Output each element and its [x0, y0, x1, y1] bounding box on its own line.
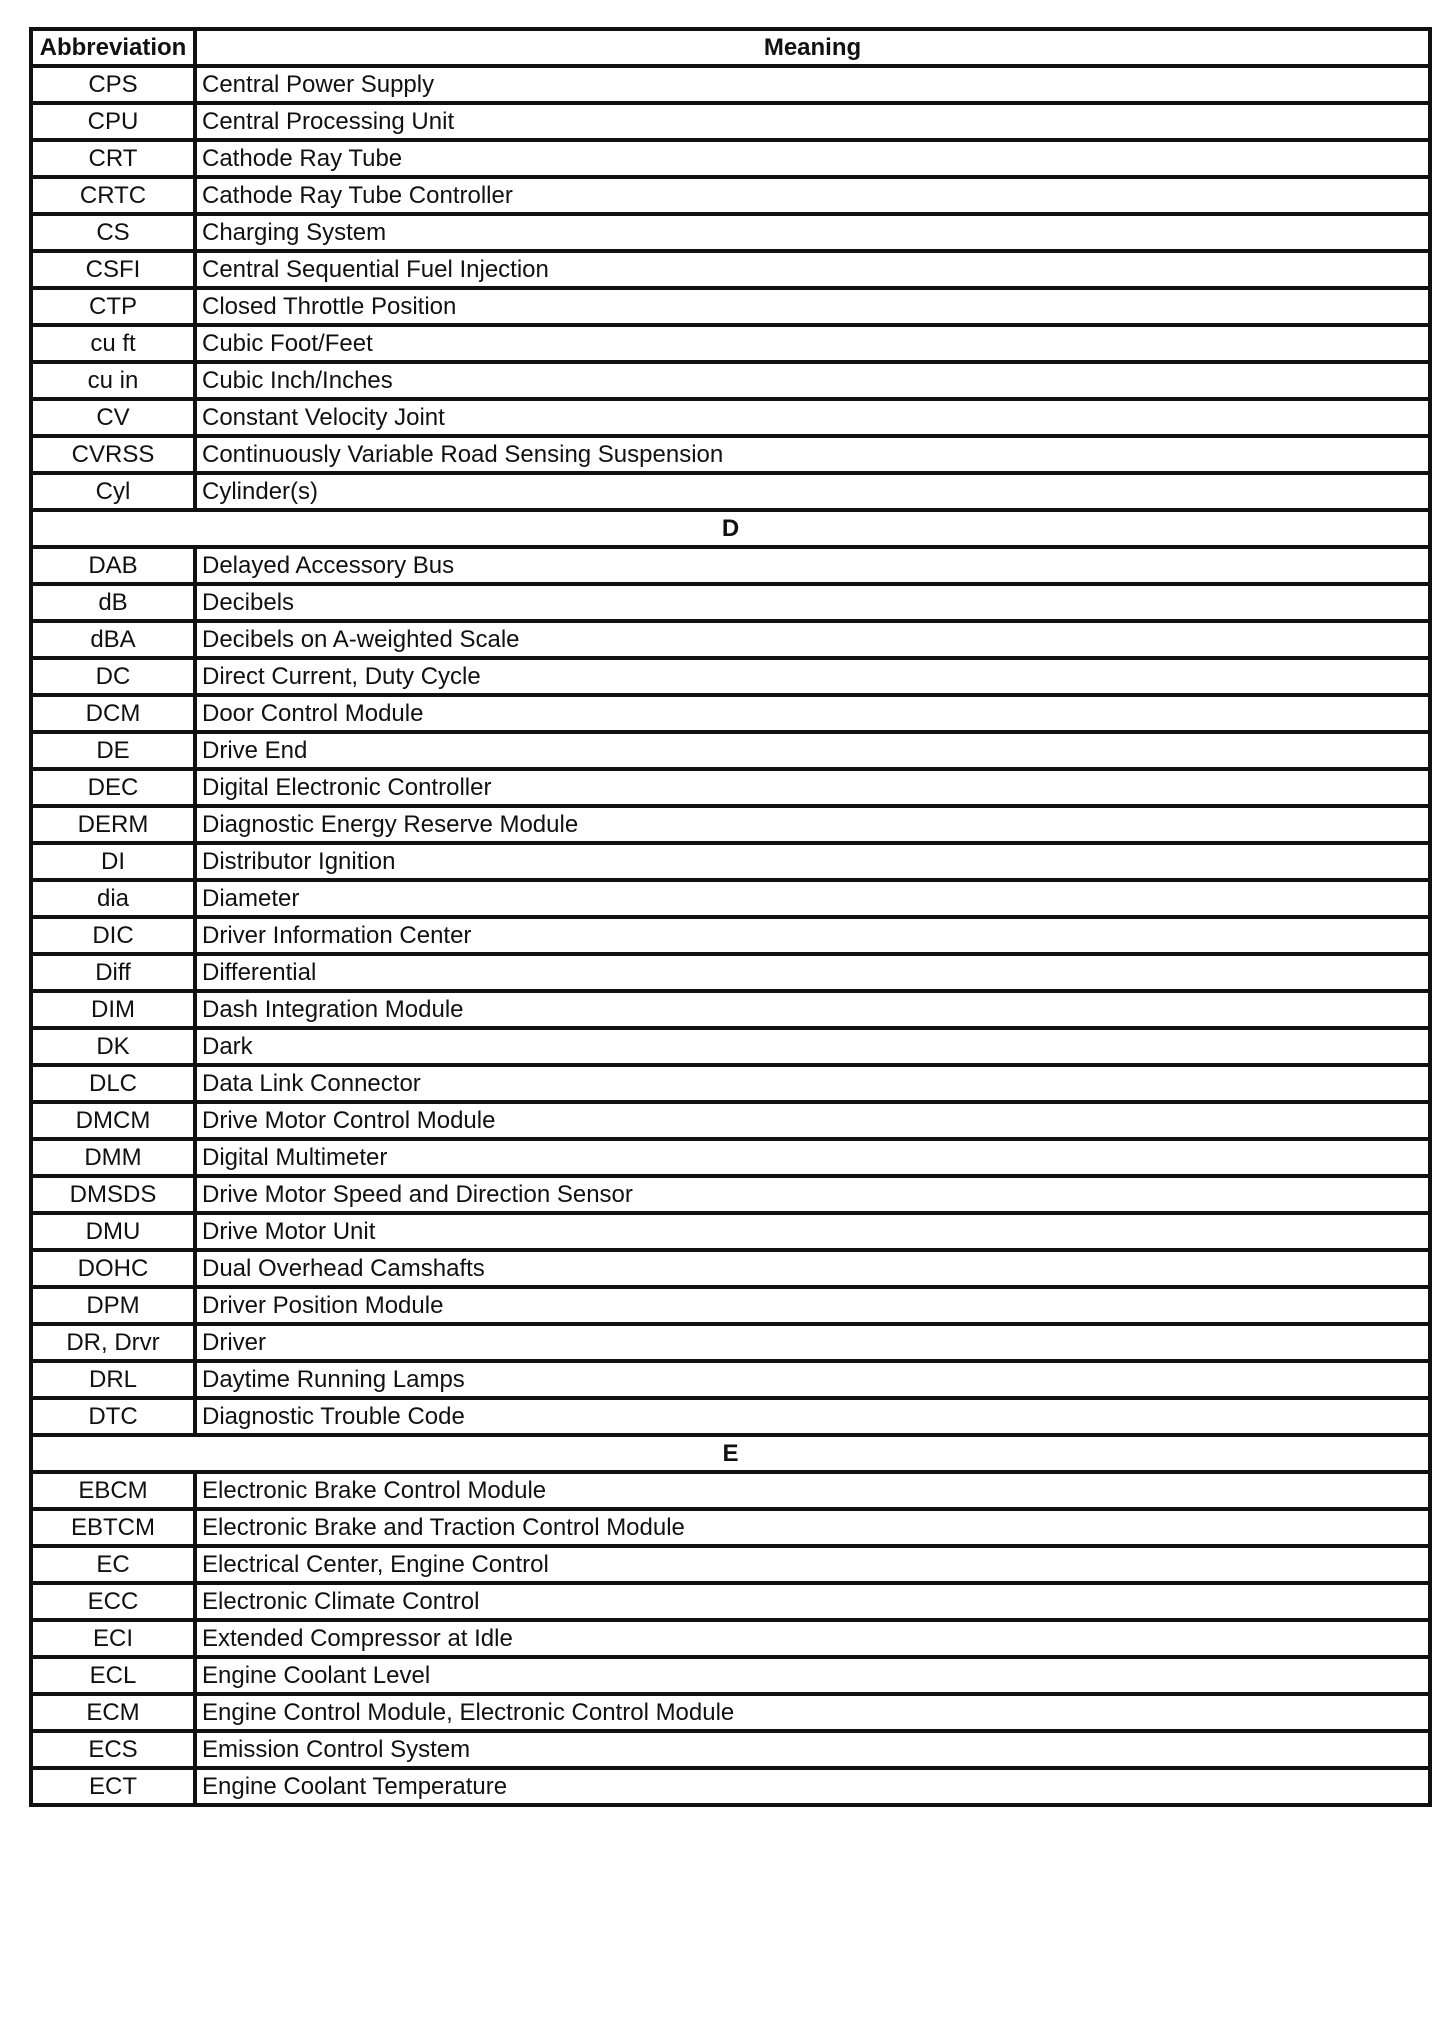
- abbreviation-cell: DIC: [31, 917, 195, 954]
- meaning-cell: Constant Velocity Joint: [195, 399, 1430, 436]
- table-row: [31, 843, 1430, 880]
- abbreviation-cell: CPU: [31, 103, 195, 140]
- table-header-row: [31, 29, 1430, 66]
- meaning-cell: Diagnostic Energy Reserve Module: [195, 806, 1430, 843]
- abbreviation-cell: DC: [31, 658, 195, 695]
- abbreviation-cell: dia: [31, 880, 195, 917]
- table-row: [31, 1176, 1430, 1213]
- meaning-cell: Digital Electronic Controller: [195, 769, 1430, 806]
- abbreviation-cell: dB: [31, 584, 195, 621]
- meaning-cell: Extended Compressor at Idle: [195, 1620, 1430, 1657]
- table-row: [31, 732, 1430, 769]
- abbreviation-cell: ECC: [31, 1583, 195, 1620]
- meaning-cell: Cylinder(s): [195, 473, 1430, 510]
- meaning-cell: Differential: [195, 954, 1430, 991]
- meaning-cell: Central Power Supply: [195, 66, 1430, 103]
- meaning-cell: Central Sequential Fuel Injection: [195, 251, 1430, 288]
- abbreviation-cell: DE: [31, 732, 195, 769]
- abbreviation-cell: ECS: [31, 1731, 195, 1768]
- table-row: [31, 954, 1430, 991]
- abbreviation-cell: Cyl: [31, 473, 195, 510]
- meaning-cell: Charging System: [195, 214, 1430, 251]
- abbreviation-cell: dBA: [31, 621, 195, 658]
- table-row: [31, 658, 1430, 695]
- abbreviation-cell: DTC: [31, 1398, 195, 1435]
- table-row: [31, 1324, 1430, 1361]
- section-row: [31, 1435, 1430, 1472]
- table-row: [31, 1768, 1430, 1805]
- abbreviation-cell: ECT: [31, 1768, 195, 1805]
- table-row: [31, 140, 1430, 177]
- table-row: [31, 1139, 1430, 1176]
- abbreviation-cell: CRTC: [31, 177, 195, 214]
- table-row: [31, 288, 1430, 325]
- abbreviation-cell: DMSDS: [31, 1176, 195, 1213]
- table-row: [31, 362, 1430, 399]
- abbreviation-cell: EBTCM: [31, 1509, 195, 1546]
- table-row: [31, 325, 1430, 362]
- meaning-cell: Data Link Connector: [195, 1065, 1430, 1102]
- abbreviation-cell: DK: [31, 1028, 195, 1065]
- meaning-cell: Door Control Module: [195, 695, 1430, 732]
- abbreviation-cell: CRT: [31, 140, 195, 177]
- meaning-cell: Dash Integration Module: [195, 991, 1430, 1028]
- table-row: [31, 1287, 1430, 1324]
- meaning-cell: Engine Control Module, Electronic Control Module: [195, 1694, 1430, 1731]
- meaning-cell: Drive Motor Unit: [195, 1213, 1430, 1250]
- abbreviation-cell: DOHC: [31, 1250, 195, 1287]
- abbreviation-cell: DR, Drvr: [31, 1324, 195, 1361]
- abbreviation-cell: CPS: [31, 66, 195, 103]
- table-row: [31, 547, 1430, 584]
- abbreviation-cell: ECM: [31, 1694, 195, 1731]
- table-row: [31, 621, 1430, 658]
- meaning-cell: Decibels: [195, 584, 1430, 621]
- meaning-cell: Electronic Brake Control Module: [195, 1472, 1430, 1509]
- table-row: [31, 473, 1430, 510]
- table-row: [31, 1250, 1430, 1287]
- abbreviation-cell: Diff: [31, 954, 195, 991]
- table-row: [31, 214, 1430, 251]
- abbreviation-cell: DIM: [31, 991, 195, 1028]
- meaning-cell: Diagnostic Trouble Code: [195, 1398, 1430, 1435]
- abbreviation-cell: ECI: [31, 1620, 195, 1657]
- meaning-cell: Continuously Variable Road Sensing Suspension: [195, 436, 1430, 473]
- meaning-cell: Drive Motor Control Module: [195, 1102, 1430, 1139]
- meaning-cell: Delayed Accessory Bus: [195, 547, 1430, 584]
- meaning-cell: Drive Motor Speed and Direction Sensor: [195, 1176, 1430, 1213]
- table-row: [31, 1028, 1430, 1065]
- abbreviation-cell: DEC: [31, 769, 195, 806]
- table-row: [31, 880, 1430, 917]
- table-row: [31, 1657, 1430, 1694]
- meaning-cell: Engine Coolant Temperature: [195, 1768, 1430, 1805]
- meaning-cell: Daytime Running Lamps: [195, 1361, 1430, 1398]
- header-abbreviation: Abbreviation: [31, 29, 195, 66]
- meaning-cell: Drive End: [195, 732, 1430, 769]
- abbreviation-cell: cu in: [31, 362, 195, 399]
- table-body: [31, 66, 1430, 1805]
- meaning-cell: Dual Overhead Camshafts: [195, 1250, 1430, 1287]
- meaning-cell: Cubic Foot/Feet: [195, 325, 1430, 362]
- table-row: [31, 1620, 1430, 1657]
- abbreviation-cell: DLC: [31, 1065, 195, 1102]
- table-row: [31, 1546, 1430, 1583]
- meaning-cell: Closed Throttle Position: [195, 288, 1430, 325]
- section-letter: E: [31, 1435, 1430, 1472]
- table-row: [31, 1694, 1430, 1731]
- abbreviation-cell: DRL: [31, 1361, 195, 1398]
- table-row: [31, 1102, 1430, 1139]
- table-row: [31, 436, 1430, 473]
- abbreviation-cell: ECL: [31, 1657, 195, 1694]
- meaning-cell: Driver Position Module: [195, 1287, 1430, 1324]
- abbreviation-cell: cu ft: [31, 325, 195, 362]
- table-row: [31, 1731, 1430, 1768]
- table-row: [31, 1361, 1430, 1398]
- header-meaning: Meaning: [195, 29, 1430, 66]
- abbreviation-cell: CSFI: [31, 251, 195, 288]
- meaning-cell: Cathode Ray Tube Controller: [195, 177, 1430, 214]
- meaning-cell: Emission Control System: [195, 1731, 1430, 1768]
- abbreviation-cell: DCM: [31, 695, 195, 732]
- abbreviation-cell: DMCM: [31, 1102, 195, 1139]
- meaning-cell: Cubic Inch/Inches: [195, 362, 1430, 399]
- meaning-cell: Driver: [195, 1324, 1430, 1361]
- meaning-cell: Electronic Brake and Traction Control Module: [195, 1509, 1430, 1546]
- meaning-cell: Digital Multimeter: [195, 1139, 1430, 1176]
- table-row: [31, 177, 1430, 214]
- table-row: [31, 1065, 1430, 1102]
- meaning-cell: Distributor Ignition: [195, 843, 1430, 880]
- table-row: [31, 695, 1430, 732]
- section-row: [31, 510, 1430, 547]
- table-row: [31, 991, 1430, 1028]
- table-row: [31, 399, 1430, 436]
- section-letter: D: [31, 510, 1430, 547]
- table-row: [31, 103, 1430, 140]
- meaning-cell: Electrical Center, Engine Control: [195, 1546, 1430, 1583]
- meaning-cell: Electronic Climate Control: [195, 1583, 1430, 1620]
- table-row: [31, 251, 1430, 288]
- table-row: [31, 1398, 1430, 1435]
- abbreviation-cell: CS: [31, 214, 195, 251]
- abbreviation-cell: CVRSS: [31, 436, 195, 473]
- abbreviation-cell: CV: [31, 399, 195, 436]
- abbreviation-cell: EBCM: [31, 1472, 195, 1509]
- meaning-cell: Diameter: [195, 880, 1430, 917]
- table-row: [31, 769, 1430, 806]
- table-row: [31, 1472, 1430, 1509]
- table-row: [31, 66, 1430, 103]
- abbreviation-cell: DMU: [31, 1213, 195, 1250]
- meaning-cell: Cathode Ray Tube: [195, 140, 1430, 177]
- table-row: [31, 1583, 1430, 1620]
- meaning-cell: Direct Current, Duty Cycle: [195, 658, 1430, 695]
- abbreviation-cell: DPM: [31, 1287, 195, 1324]
- abbreviation-cell: DMM: [31, 1139, 195, 1176]
- meaning-cell: Decibels on A-weighted Scale: [195, 621, 1430, 658]
- abbreviation-cell: DI: [31, 843, 195, 880]
- abbreviation-cell: CTP: [31, 288, 195, 325]
- table-row: [31, 806, 1430, 843]
- meaning-cell: Dark: [195, 1028, 1430, 1065]
- table-row: [31, 1509, 1430, 1546]
- abbreviation-cell: EC: [31, 1546, 195, 1583]
- meaning-cell: Driver Information Center: [195, 917, 1430, 954]
- table-row: [31, 584, 1430, 621]
- meaning-cell: Central Processing Unit: [195, 103, 1430, 140]
- table-row: [31, 917, 1430, 954]
- abbreviation-table: [29, 27, 1432, 1807]
- abbreviation-cell: DAB: [31, 547, 195, 584]
- meaning-cell: Engine Coolant Level: [195, 1657, 1430, 1694]
- abbreviation-cell: DERM: [31, 806, 195, 843]
- table-row: [31, 1213, 1430, 1250]
